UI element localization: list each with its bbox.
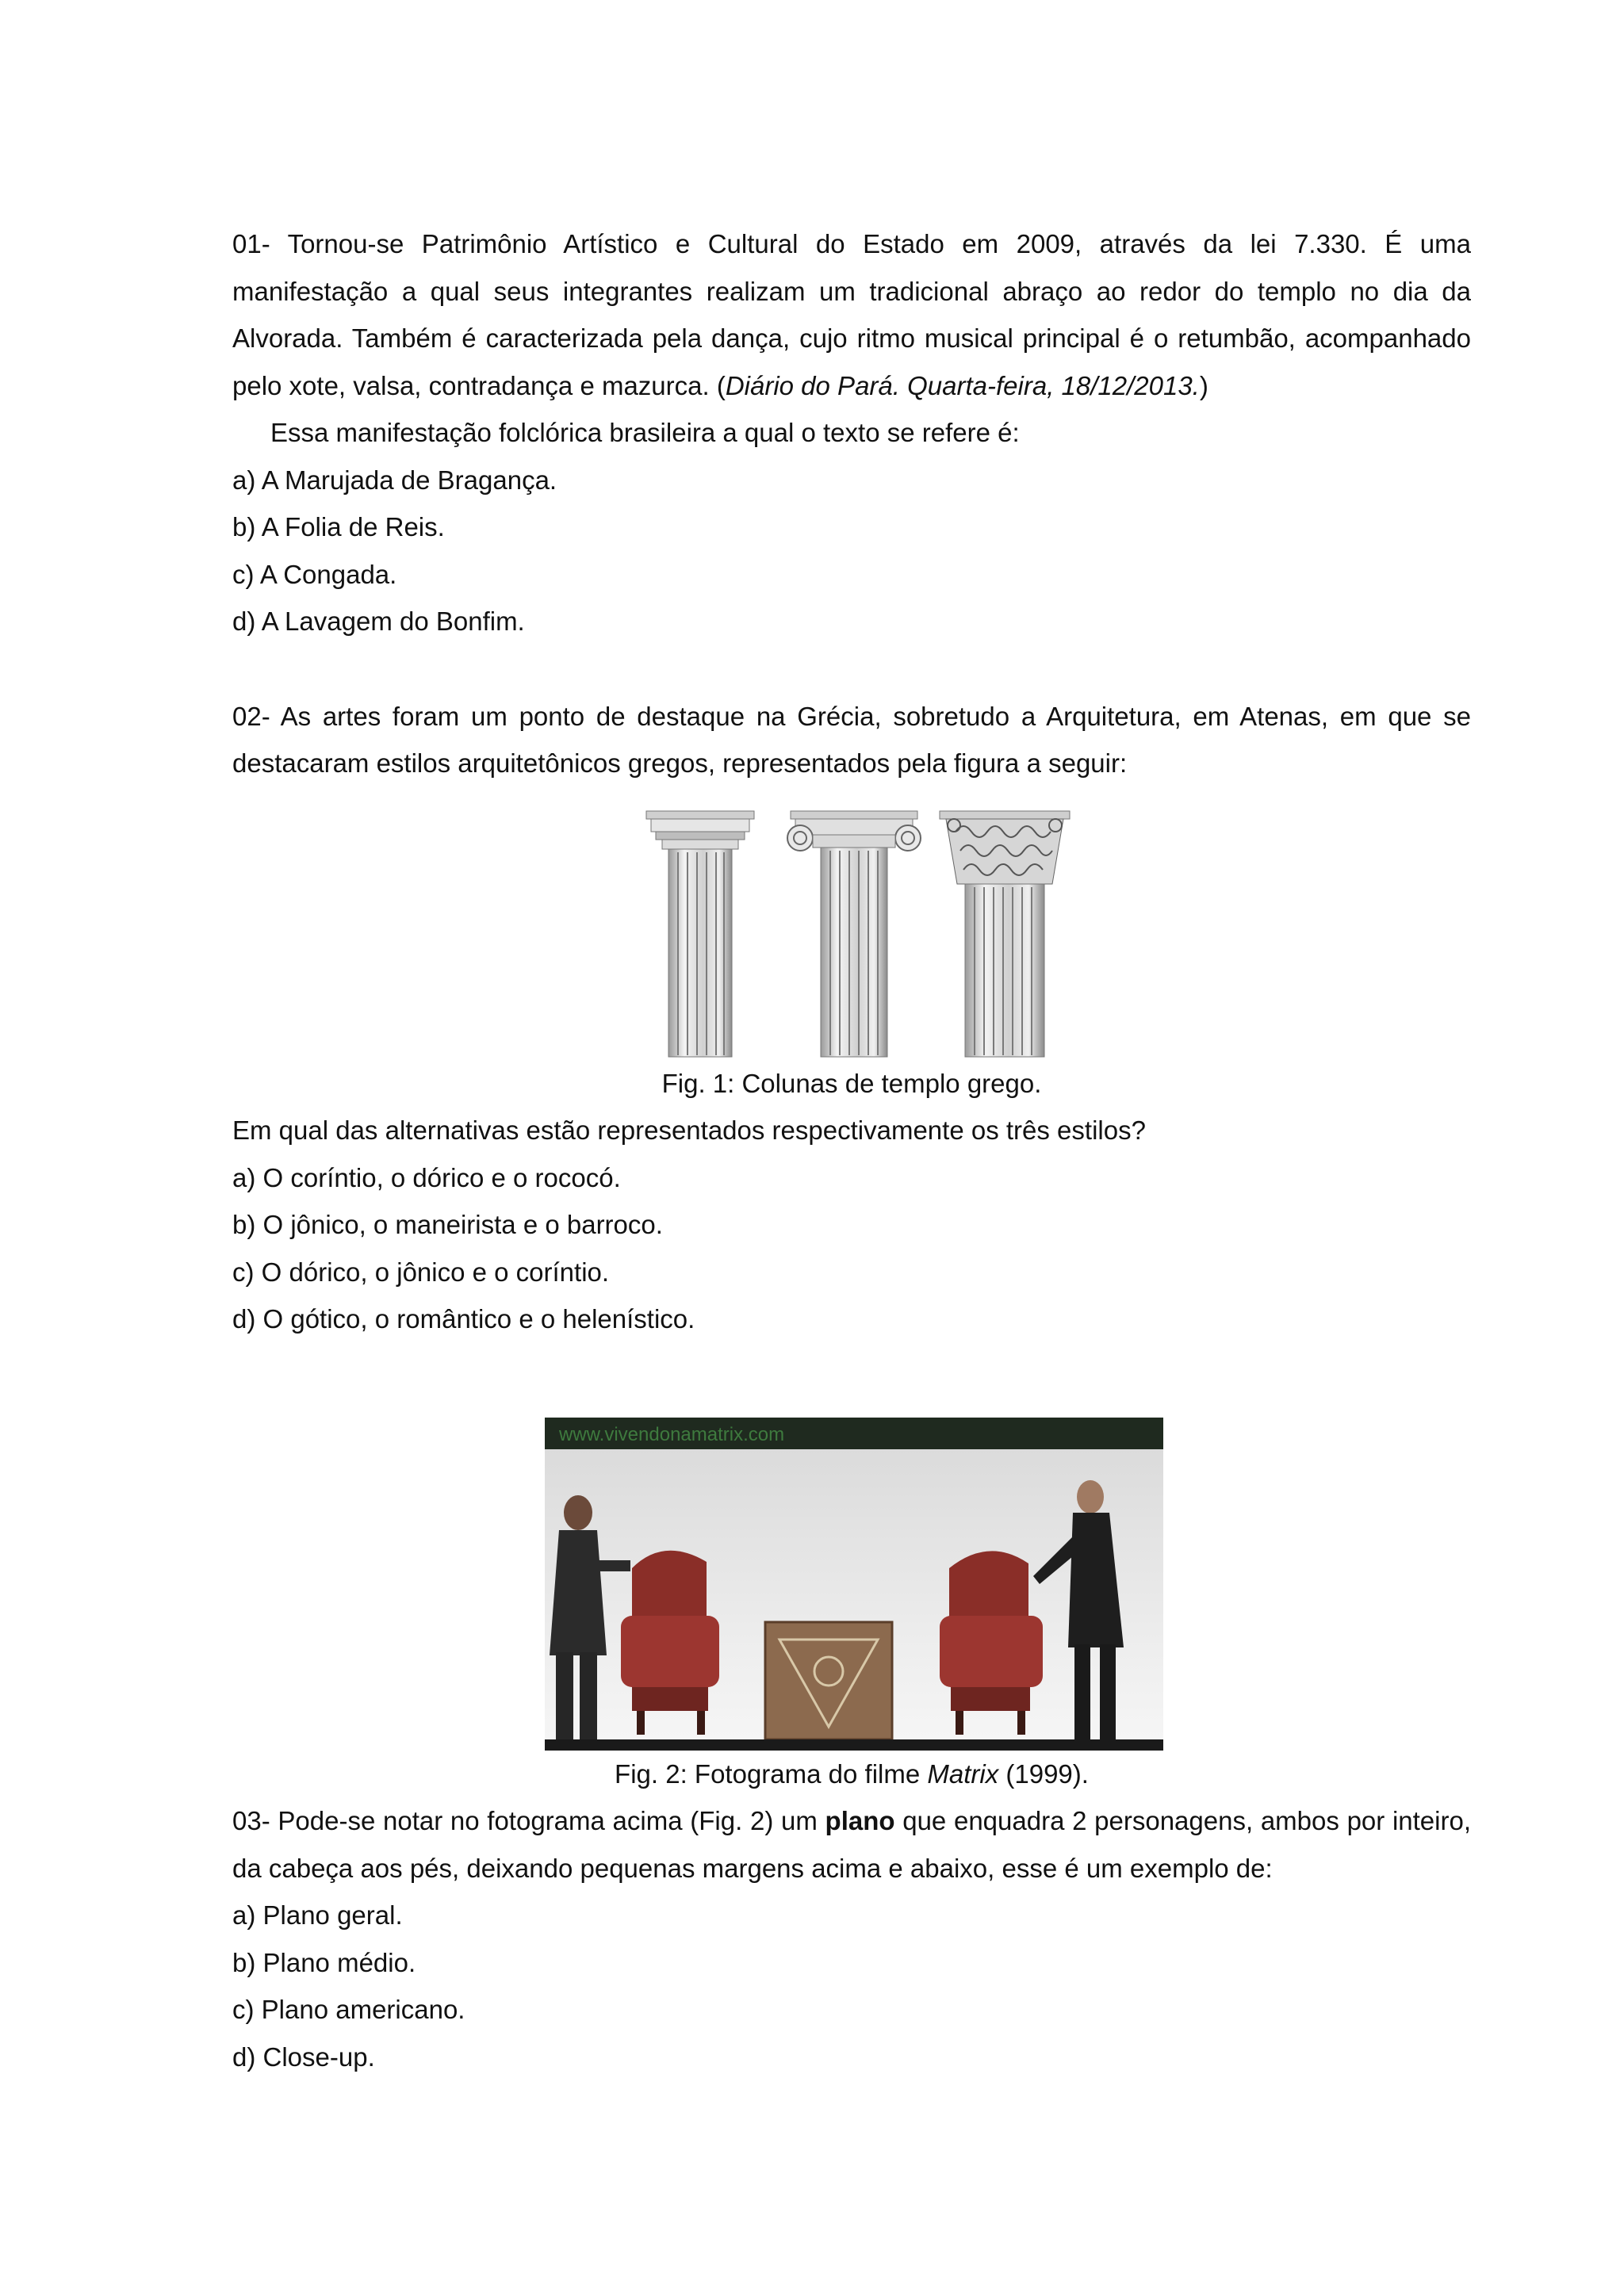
- chair-left: [621, 1550, 719, 1734]
- corinthian-column: [940, 811, 1070, 1057]
- q2-option-c: c) O dórico, o jônico e o coríntio.: [232, 1257, 610, 1287]
- q1-statement: [232, 220, 1471, 409]
- q1-prompt: Essa manifestação folclórica brasileira a qual o texto se refere é:: [270, 418, 1020, 447]
- q3-text-before: 03- Pode-se notar no fotograma acima (Fig. 2) um: [232, 1806, 825, 1835]
- q3-option-a: a) Plano geral.: [232, 1900, 403, 1930]
- figure-matrix-still: [232, 1418, 1471, 1751]
- q2-option-d: d) O gótico, o romântico e o helenístico.: [232, 1304, 695, 1334]
- q1-option-d: d) A Lavagem do Bonfim.: [232, 607, 525, 636]
- q1-option-c: c) A Congada.: [232, 559, 397, 589]
- q2-statement: 02- As artes foram um ponto de destaque na Grécia, sobretudo a Arquitetura, em Atenas, em que se destacaram estilos arquitetônicos gregos, representados pela figura a seguir:: [232, 701, 1471, 778]
- figure-2-caption: [232, 1751, 1471, 1798]
- figure-2-caption-prefix: Fig. 2: Fotograma do filme: [615, 1758, 928, 1789]
- greek-columns-image: [645, 808, 1081, 1060]
- watermark-text: www.vivendonamatrix.com: [559, 1423, 785, 1445]
- q1-text: 01- Tornou-se Patrimônio Artístico e Cultural do Estado em 2009, através da lei 7.330. É uma manifestação a qual seus integrantes realizam um tradicional abraço ao redor do templo no dia da Alvorada. Também é caracterizada pela dança, cujo ritmo musical principal é o retumbão, acompanhado pelo xote, valsa, contradança e mazurca. (: [232, 229, 1471, 400]
- document-page: [232, 220, 1471, 2080]
- doric-column: [646, 811, 754, 1057]
- q1-source: Diário do Pará. Quarta-feira, 18/12/2013.: [725, 370, 1200, 400]
- q3-statement: [232, 1797, 1471, 1892]
- q3-option-c: c) Plano americano.: [232, 1995, 465, 2024]
- q2-option-a: a) O coríntio, o dórico e o rococó.: [232, 1162, 621, 1192]
- center-box: [765, 1622, 892, 1739]
- figure-2-caption-title: Matrix: [927, 1758, 999, 1789]
- matrix-still-image: [545, 1418, 1163, 1751]
- q1-option-b: b) A Folia de Reis.: [232, 512, 445, 541]
- figure-1-caption: Fig. 1: Colunas de templo grego.: [661, 1068, 1042, 1098]
- q3-bold-word: plano: [825, 1806, 895, 1835]
- q3-text-after: que enquadra 2 personagens, ambos por inteiro, da cabeça aos pés, deixando pequenas margens acima e abaixo, esse é um exemplo de:: [232, 1806, 1472, 1883]
- q1-option-a: a) A Marujada de Bragança.: [232, 465, 557, 495]
- q1-source-close: ): [1199, 370, 1208, 400]
- q3-option-d: d) Close-up.: [232, 2042, 375, 2072]
- q2-option-b: b) O jônico, o maneirista e o barroco.: [232, 1210, 663, 1239]
- chair-right: [940, 1551, 1043, 1735]
- figure-greek-columns: [232, 808, 1471, 1060]
- q3-option-b: b) Plano médio.: [232, 1947, 416, 1977]
- q2-prompt: Em qual das alternativas estão representados respectivamente os três estilos?: [232, 1115, 1146, 1145]
- ionic-column: [787, 811, 921, 1057]
- figure-2-caption-suffix: (1999).: [998, 1758, 1089, 1789]
